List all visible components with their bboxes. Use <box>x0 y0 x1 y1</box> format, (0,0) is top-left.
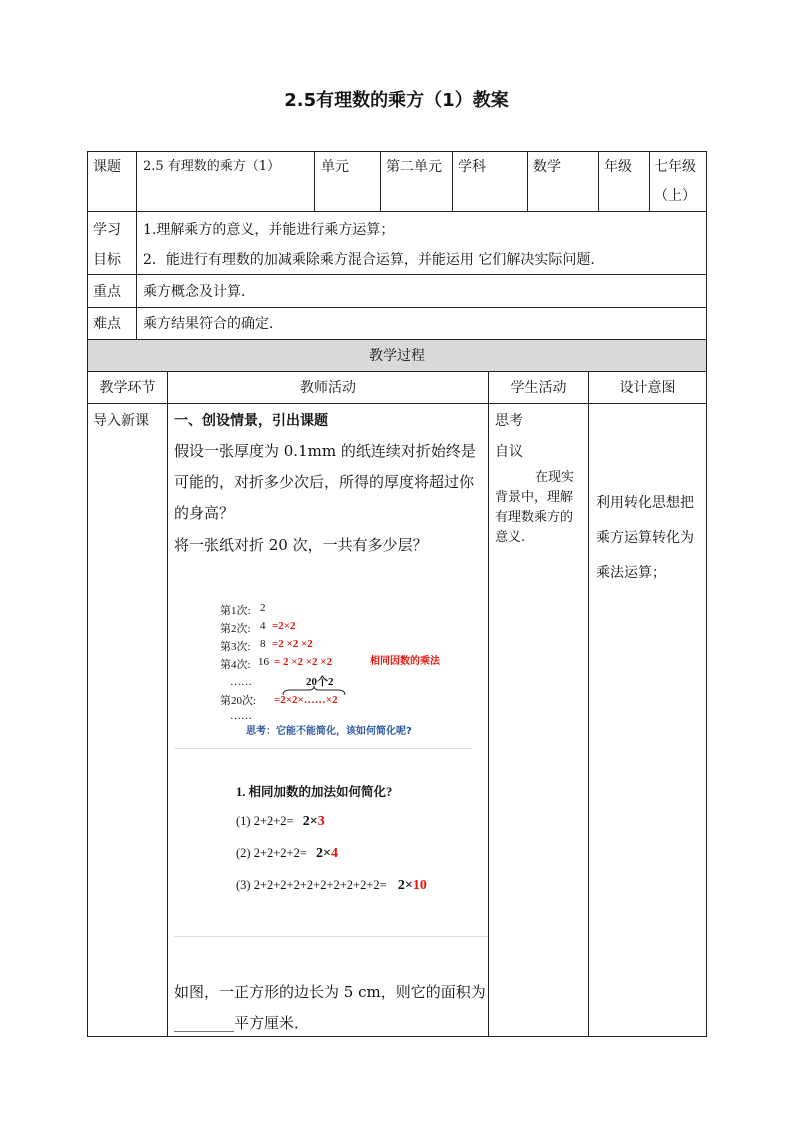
col-header-intent: 设计意图 <box>619 380 676 396</box>
topic-label: 课题 <box>93 159 121 175</box>
fold-row-expr: =2×2×……×2 <box>274 694 338 706</box>
process-title: 教学过程 <box>369 348 425 364</box>
addition-expr: (2) 2+2+2+2= <box>236 846 307 860</box>
product-count: 3 <box>317 814 325 829</box>
square-question: 如图，一正方形的边长为 5 cm，则它的面积为 <box>174 983 486 1001</box>
addition-heading: 1. 相同加数的加法如何简化? <box>236 785 393 799</box>
goal-item: 2．能进行有理数的加减乘除乘方混合运算，并能运用 它们解决实际问题． <box>143 252 605 268</box>
table-border-right <box>706 151 707 1037</box>
col-divider <box>167 371 168 1037</box>
grade-value-term: （上） <box>654 188 696 204</box>
col-divider <box>452 151 453 211</box>
col-header-student: 学生活动 <box>510 380 567 396</box>
row-divider-1 <box>87 211 707 212</box>
product-base: 2× <box>397 878 413 893</box>
topic-value: 2.5 有理数的乘方（1） <box>143 159 281 174</box>
goals-label: 学习 <box>93 222 121 238</box>
section-heading: 一、创设情景，引出课题 <box>174 413 328 429</box>
fold-row-label: 第20次: <box>220 695 257 707</box>
think-question: 思考：它能不能简化，该如何简化呢? <box>246 726 412 737</box>
goals-label: 目标 <box>93 252 121 268</box>
col-divider <box>380 151 381 211</box>
fold-row-expr: =2 ×2 ×2 <box>272 638 313 650</box>
fold-row-expr: = 2 ×2 ×2 ×2 <box>274 656 333 668</box>
fold-row-value: 2 <box>260 602 266 614</box>
ellipsis: …… <box>230 676 252 688</box>
stage-value: 导入新课 <box>93 413 149 429</box>
fold-row-value: 4 <box>260 620 266 632</box>
fold-row-label: 第4次: <box>220 659 251 671</box>
student-activity: 在现实背景中，理解有理数乘方的意义. <box>495 470 575 545</box>
col-divider <box>136 151 137 339</box>
square-answer-line <box>174 1008 486 1039</box>
difficulty-label: 难点 <box>93 316 121 332</box>
goal-item: 1.理解乘方的意义，并能进行乘方运算； <box>143 222 395 238</box>
fold-row-value: 8 <box>260 638 266 650</box>
fold-row-label: 第2次: <box>220 623 251 635</box>
addition-expr: (1) 2+2+2= <box>236 814 294 828</box>
difficulty-value: 乘方结果符合的确定． <box>143 316 283 332</box>
table-border-top <box>87 151 707 152</box>
row-divider-3 <box>87 307 707 308</box>
addition-line <box>236 846 338 862</box>
col-divider <box>649 151 650 211</box>
col-divider <box>588 371 589 1037</box>
col-header-stage: 教学环节 <box>99 380 156 396</box>
answer-unit: 平方厘米． <box>234 1014 310 1032</box>
product-count: 4 <box>331 846 339 861</box>
fold-row-value: 16 <box>258 656 269 668</box>
grade-label: 年级 <box>604 159 632 175</box>
fold-row-label: 第3次: <box>220 641 251 653</box>
intent-text: 乘法运算； <box>596 565 666 581</box>
page-title: 2.5有理数的乘方（1）教案 <box>284 90 509 111</box>
product-base: 2× <box>316 846 332 861</box>
intent-text: 利用转化思想把 <box>596 495 694 511</box>
addition-expr: (3) 2+2+2+2+2+2+2+2+2+2= <box>236 878 387 892</box>
addition-line <box>236 878 427 894</box>
subject-value: 数学 <box>533 159 561 175</box>
col-divider <box>488 371 489 1037</box>
table-border-left <box>87 151 88 1037</box>
brace-label: 20个2 <box>306 676 334 688</box>
row-divider-2 <box>87 274 707 275</box>
intent-text: 乘方运算转化为 <box>596 530 694 546</box>
col-divider <box>527 151 528 211</box>
question-paragraph: 假设一张厚度为 0.1mm 的纸连续对折始终是可能的，对折多少次后，所得的厚度将超过你的身高？ <box>174 442 476 522</box>
fold-figure <box>174 600 472 749</box>
key-point-label: 重点 <box>93 284 121 300</box>
student-activity: 思考 <box>495 413 523 429</box>
ellipsis: …… <box>230 710 252 722</box>
student-activity: 自议 <box>495 444 523 460</box>
col-divider <box>314 151 315 211</box>
subject-label: 学科 <box>458 159 486 175</box>
callout-label: 相同因数的乘法 <box>370 656 440 667</box>
answer-blank[interactable]: ________ <box>174 1014 234 1032</box>
row-divider-6 <box>87 403 707 404</box>
col-divider <box>598 151 599 211</box>
row-divider-5 <box>87 371 707 372</box>
grade-value: 七年级 <box>654 159 696 175</box>
fold-question: 将一张纸对折 20 次，一共有多少层？ <box>174 536 428 554</box>
unit-label: 单元 <box>321 159 349 175</box>
col-header-teacher: 教师活动 <box>300 380 356 396</box>
key-point-value: 乘方概念及计算． <box>143 284 255 300</box>
product-base: 2× <box>302 814 318 829</box>
fold-row-expr: =2×2 <box>272 620 296 632</box>
unit-value: 第二单元 <box>386 159 442 175</box>
addition-line <box>236 814 325 830</box>
addition-figure <box>174 770 488 937</box>
product-count: 10 <box>412 878 427 893</box>
fold-row-label: 第1次: <box>220 605 251 617</box>
